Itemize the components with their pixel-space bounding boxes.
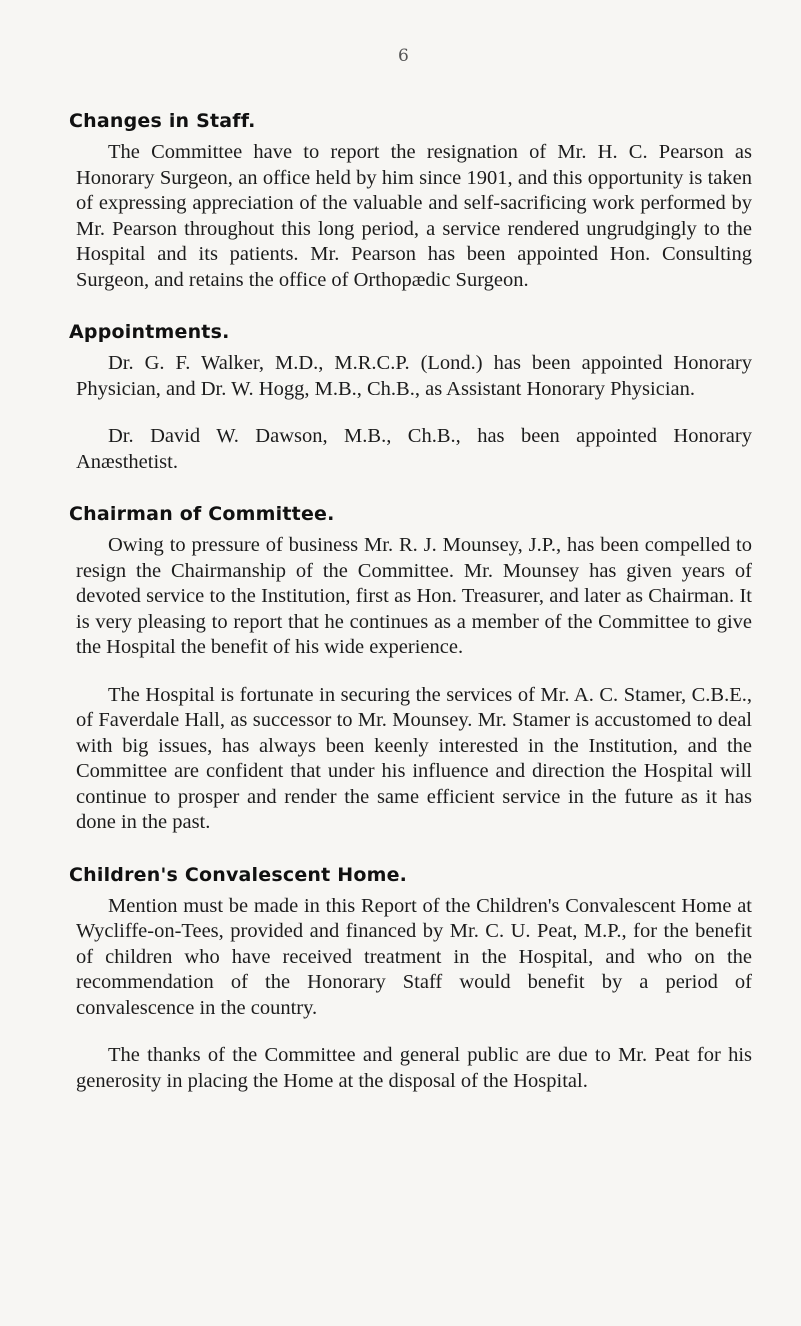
paragraph: Owing to pressure of business Mr. R. J. Mounsey, J.P., has been compelled to resign the Chairmanship of the Committee. Mr. Mounsey has given years of devoted service to the Institution, first as Hon. Treasurer, and later as Chairman. It is very pleasing to report that he continues as a member of the Committee to give the Hospital the benefit of his wide experience. [76,534,752,658]
section-heading: Chairman of Committee. [69,503,335,525]
paragraph: The Committee have to report the resignation of Mr. H. C. Pearson as Honorary Surgeon, an office held by him since 1901, and this opportunity is taken of expressing appreciation of the valuable and self-sacrificing work performed by Mr. Pearson throughout this long period, a service rendered ungrudgingly to the Hospital and its patients. Mr. Pearson has been appointed Hon. Consulting Surgeon, and retains the office of Orthopædic Surgeon. [76,141,752,291]
section-heading: Changes in Staff. [69,110,256,132]
paragraph: Dr. G. F. Walker, M.D., M.R.C.P. (Lond.) has been appointed Honorary Physician, and Dr. W. Hogg, M.B., Ch.B., as Assistant Honorary Physician. [76,352,752,400]
section-heading: Children's Convalescent Home. [69,863,408,886]
section-changes-in-staff [69,110,752,293]
page-number: 6 [398,46,409,66]
section-heading: Appointments. [69,321,230,343]
paragraph: Mention must be made in this Report of the Children's Convalescent Home at Wycliffe-on-Tees, provided and financed by Mr. C. U. Peat, M.P., for the benefit of children who have received treatment in the Hospital, and who on the recommendation of the Honorary Staff would benefit by a period of convalescence in the country. [76,894,752,1019]
section-childrens-convalescent-home [69,863,752,1095]
paragraph: The Hospital is fortunate in securing the services of Mr. A. C. Stamer, C.B.E., of Faverdale Hall, as successor to Mr. Mounsey. Mr. Stamer is accustomed to deal with big issues, has always been keenly interested in the Institution, and the Committee are confident that under his influence and direction the Hospital will continue to prosper and render the same efficient service in the future as it has done in the past. [76,683,752,833]
report-body [69,110,752,1094]
paragraph: Dr. David W. Dawson, M.B., Ch.B., has been appointed Honorary Anæsthetist. [76,425,752,473]
section-appointments [69,321,752,475]
section-chairman-of-committee [69,503,752,836]
paragraph: The thanks of the Committee and general public are due to Mr. Peat for his generosity in placing the Home at the disposal of the Hospital. [76,1044,752,1092]
